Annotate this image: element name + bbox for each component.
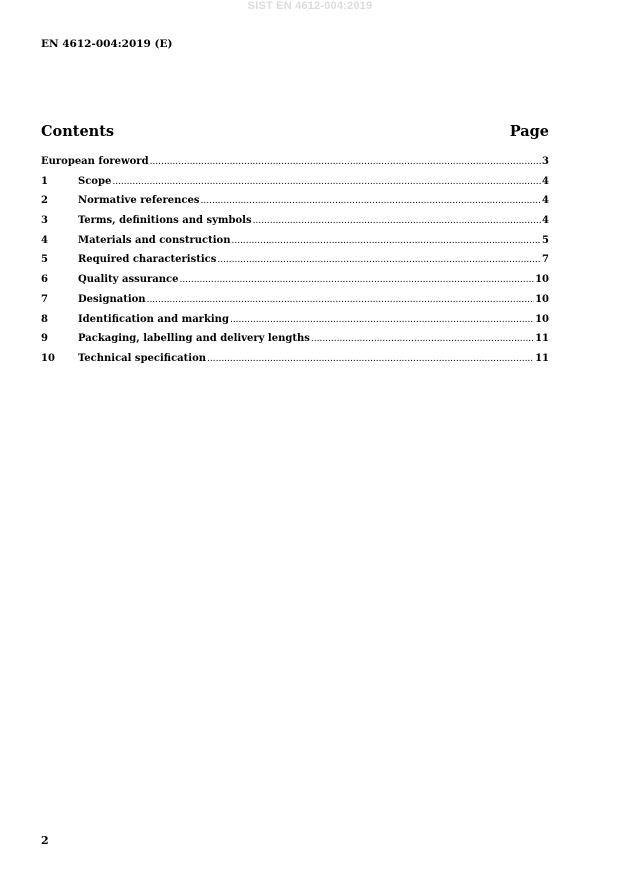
toc-entry-page: 4 [542,195,549,207]
document-id: EN 4612-004:2019 (E) [41,38,173,50]
toc-entry-5[interactable] [41,254,549,274]
toc-leader-dots [207,354,534,364]
toc-entry-6[interactable] [41,274,549,294]
toc-entry-title: Packaging, labelling and delivery lengths [78,333,310,345]
toc-entry-page: 7 [542,254,549,266]
contents-header [41,123,549,140]
table-of-contents [41,156,549,373]
toc-entry-page: 10 [535,293,549,305]
toc-entry-title: Terms, definitions and symbols [78,215,252,227]
toc-entry-page: 11 [535,352,549,364]
toc-entry-page: 3 [542,156,549,167]
toc-leader-dots [112,177,541,187]
toc-entry-page: 10 [535,313,549,325]
toc-entry-title: Designation [78,293,146,305]
toc-leader-dots [179,275,534,285]
toc-entry-title: Required characteristics [78,254,217,266]
toc-entry-page: 4 [542,175,549,187]
toc-leader-dots [230,315,534,325]
toc-entry-title: Normative references [78,195,200,207]
page-column-heading: Page [509,123,549,140]
toc-entry-number: 8 [41,313,48,325]
toc-entry-10[interactable] [41,353,549,373]
toc-leader-dots [147,295,535,305]
toc-entry-number: 9 [41,333,48,345]
toc-entry-number: 6 [41,274,48,286]
toc-entry-page: 4 [542,215,549,227]
toc-entry-title: Quality assurance [78,274,179,286]
toc-entry-number: 4 [41,234,48,246]
toc-entry-number: 5 [41,254,48,266]
toc-entry-title: Materials and construction [78,234,231,246]
toc-entry-1[interactable] [41,176,549,196]
contents-heading: Contents [41,123,115,140]
page-number: 2 [41,834,49,847]
toc-leader-dots [150,157,541,167]
toc-entry-2[interactable] [41,195,549,215]
toc-entry-foreword[interactable] [41,156,549,176]
toc-entry-4[interactable] [41,235,549,255]
toc-entry-page: 10 [535,274,549,286]
toc-entry-title: Technical specification [78,352,207,364]
toc-entry-title: European foreword [41,156,149,167]
toc-entry-title: Scope [78,175,112,187]
toc-entry-number: 3 [41,215,48,227]
toc-entry-number: 10 [41,352,55,364]
toc-entry-7[interactable] [41,294,549,314]
toc-leader-dots [253,216,541,226]
toc-entry-9[interactable] [41,333,549,353]
watermark-text: SIST EN 4612-004:2019 [247,0,373,12]
toc-entry-8[interactable] [41,314,549,334]
toc-entry-number: 2 [41,195,48,207]
toc-leader-dots [231,236,541,246]
toc-entry-3[interactable] [41,215,549,235]
toc-leader-dots [311,334,534,344]
toc-entry-number: 7 [41,293,48,305]
toc-leader-dots [201,196,542,206]
toc-entry-number: 1 [41,175,48,187]
toc-entry-title: Identification and marking [78,313,229,325]
toc-leader-dots [217,255,541,265]
toc-entry-page: 11 [535,333,549,345]
toc-entry-page: 5 [542,234,549,246]
